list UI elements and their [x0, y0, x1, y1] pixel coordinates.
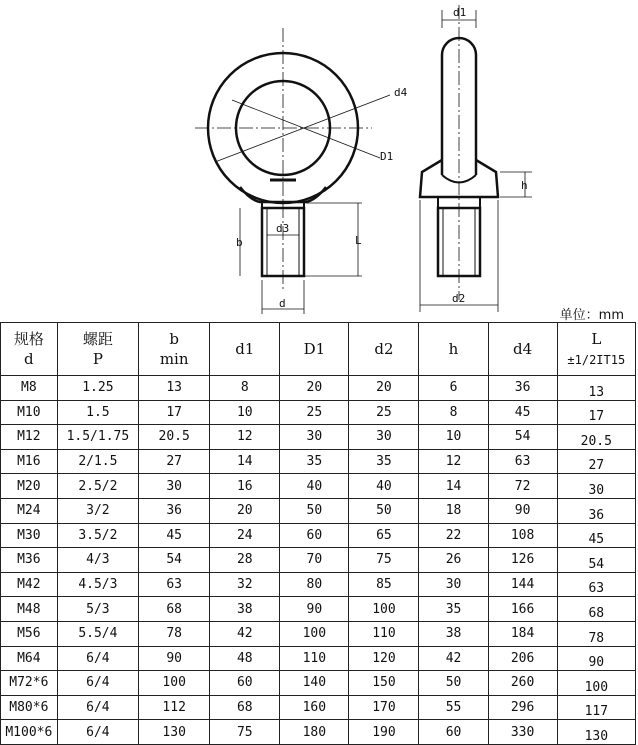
- header-b: b min: [139, 323, 210, 376]
- header-d4: d4: [488, 323, 557, 376]
- table-cell: 130: [139, 720, 210, 745]
- table-row: [1, 400, 636, 425]
- table-cell: 50: [349, 498, 419, 523]
- table-cell: 2/1.5: [57, 449, 138, 474]
- table-cell: M100*6: [1, 720, 58, 745]
- table-cell: 63: [488, 449, 557, 474]
- table-cell: 1.5: [57, 400, 138, 425]
- table-cell: 20.5: [139, 425, 210, 450]
- table-cell: 16: [210, 474, 280, 499]
- table-cell: 54: [557, 548, 635, 573]
- table-cell: 20: [210, 498, 280, 523]
- table-cell: 68: [210, 695, 280, 720]
- table-cell: 75: [349, 548, 419, 573]
- table-cell: M16: [1, 449, 58, 474]
- table-row: [1, 548, 636, 573]
- table-cell: 144: [488, 572, 557, 597]
- table-cell: 100: [139, 671, 210, 696]
- table-row: [1, 523, 636, 548]
- table-cell: 166: [488, 597, 557, 622]
- table-cell: M8: [1, 376, 58, 401]
- table-cell: 117: [557, 695, 635, 720]
- table-cell: 100: [349, 597, 419, 622]
- table-cell: 3/2: [57, 498, 138, 523]
- table-cell: M30: [1, 523, 58, 548]
- table-row: [1, 597, 636, 622]
- table-cell: M12: [1, 425, 58, 450]
- table-cell: 32: [210, 572, 280, 597]
- table-cell: M10: [1, 400, 58, 425]
- header-D1: D1: [280, 323, 349, 376]
- table-cell: 13: [557, 376, 635, 401]
- dimension-labels: [236, 6, 528, 310]
- table-cell: 40: [349, 474, 419, 499]
- table-cell: 36: [557, 498, 635, 523]
- table-cell: 90: [139, 646, 210, 671]
- table-cell: M42: [1, 572, 58, 597]
- table-cell: 48: [210, 646, 280, 671]
- table-cell: 30: [419, 572, 488, 597]
- table-cell: 54: [139, 548, 210, 573]
- table-cell: 1.5/1.75: [57, 425, 138, 450]
- table-cell: 110: [349, 621, 419, 646]
- header-L: L ±1/2IT15: [557, 323, 635, 376]
- table-cell: 22: [419, 523, 488, 548]
- table-row: [1, 720, 636, 745]
- table-cell: 38: [419, 621, 488, 646]
- table-cell: 60: [419, 720, 488, 745]
- table-cell: 14: [419, 474, 488, 499]
- label-D1: D1: [380, 150, 394, 163]
- table-row: [1, 474, 636, 499]
- table-cell: 110: [280, 646, 349, 671]
- eye-bolt-drawing: [0, 0, 638, 320]
- table-cell: 55: [419, 695, 488, 720]
- table-cell: 8: [419, 400, 488, 425]
- table-cell: 68: [557, 597, 635, 622]
- table-cell: 10: [419, 425, 488, 450]
- table-cell: 30: [557, 474, 635, 499]
- table-cell: 6/4: [57, 646, 138, 671]
- table-cell: M20: [1, 474, 58, 499]
- table-cell: 6: [419, 376, 488, 401]
- unit-label: 单位：mm: [559, 308, 624, 323]
- label-d1-top: d1: [453, 6, 467, 19]
- table-cell: 68: [139, 597, 210, 622]
- label-h: h: [521, 179, 528, 192]
- table-cell: 78: [139, 621, 210, 646]
- table-cell: 25: [280, 400, 349, 425]
- table-cell: 26: [419, 548, 488, 573]
- label-L: L: [355, 234, 362, 247]
- spec-table: [0, 322, 636, 745]
- table-cell: 78: [557, 621, 635, 646]
- table-row: [1, 572, 636, 597]
- header-pitch: 螺距 P: [57, 323, 138, 376]
- table-cell: 330: [488, 720, 557, 745]
- table-cell: 90: [557, 646, 635, 671]
- table-cell: M24: [1, 498, 58, 523]
- table-cell: 75: [210, 720, 280, 745]
- table-cell: 54: [488, 425, 557, 450]
- table-cell: 160: [280, 695, 349, 720]
- label-d4: d4: [394, 86, 408, 99]
- label-d: d: [279, 297, 286, 310]
- table-row: [1, 449, 636, 474]
- table-cell: M56: [1, 621, 58, 646]
- table-cell: 112: [139, 695, 210, 720]
- table-body: [1, 376, 636, 745]
- table-cell: 296: [488, 695, 557, 720]
- table-cell: 30: [280, 425, 349, 450]
- table-cell: 12: [210, 425, 280, 450]
- table-cell: 100: [557, 671, 635, 696]
- table-cell: 85: [349, 572, 419, 597]
- label-d3: d3: [276, 222, 290, 235]
- header-d1: d1: [210, 323, 280, 376]
- table-cell: 35: [280, 449, 349, 474]
- table-cell: 108: [488, 523, 557, 548]
- table-cell: 70: [280, 548, 349, 573]
- table-row: [1, 498, 636, 523]
- table-cell: 60: [210, 671, 280, 696]
- table-cell: 27: [139, 449, 210, 474]
- table-cell: 63: [139, 572, 210, 597]
- table-row: [1, 671, 636, 696]
- table-cell: 36: [139, 498, 210, 523]
- table-row: [1, 425, 636, 450]
- table-row: [1, 621, 636, 646]
- table-cell: 13: [139, 376, 210, 401]
- table-cell: 12: [419, 449, 488, 474]
- header-spec: 规格 d: [1, 323, 58, 376]
- table-cell: 170: [349, 695, 419, 720]
- table-row: [1, 695, 636, 720]
- table-cell: 20: [280, 376, 349, 401]
- header-h: h: [419, 323, 488, 376]
- table-cell: M72*6: [1, 671, 58, 696]
- label-d2: d2: [452, 292, 466, 305]
- table-cell: 120: [349, 646, 419, 671]
- table-row: [1, 646, 636, 671]
- label-b: b: [236, 236, 243, 249]
- table-cell: 184: [488, 621, 557, 646]
- table-cell: 25: [349, 400, 419, 425]
- table-cell: 8: [210, 376, 280, 401]
- table-cell: 65: [349, 523, 419, 548]
- table-cell: M64: [1, 646, 58, 671]
- table-cell: 4.5/3: [57, 572, 138, 597]
- table-cell: 27: [557, 449, 635, 474]
- table-cell: 45: [557, 523, 635, 548]
- table-cell: 30: [139, 474, 210, 499]
- table-cell: 20: [349, 376, 419, 401]
- table-cell: 38: [210, 597, 280, 622]
- table-cell: 1.25: [57, 376, 138, 401]
- table-cell: 72: [488, 474, 557, 499]
- table-cell: 180: [280, 720, 349, 745]
- table-cell: 17: [557, 400, 635, 425]
- table-cell: 6/4: [57, 695, 138, 720]
- table-cell: 42: [210, 621, 280, 646]
- table-cell: 6/4: [57, 720, 138, 745]
- table-cell: 40: [280, 474, 349, 499]
- table-cell: 5.5/4: [57, 621, 138, 646]
- side-view: [420, 5, 532, 312]
- table-cell: 100: [280, 621, 349, 646]
- table-cell: 45: [139, 523, 210, 548]
- table-cell: 42: [419, 646, 488, 671]
- header-row: [1, 323, 636, 376]
- table-cell: 24: [210, 523, 280, 548]
- table-cell: 45: [488, 400, 557, 425]
- table-cell: 206: [488, 646, 557, 671]
- table-cell: 130: [557, 720, 635, 745]
- table-cell: 50: [419, 671, 488, 696]
- header-d2: d2: [349, 323, 419, 376]
- table-cell: 36: [488, 376, 557, 401]
- table-cell: 3.5/2: [57, 523, 138, 548]
- table-cell: 4/3: [57, 548, 138, 573]
- table-cell: 28: [210, 548, 280, 573]
- table-row: [1, 376, 636, 401]
- table-cell: 20.5: [557, 425, 635, 450]
- table-cell: 190: [349, 720, 419, 745]
- table-cell: 80: [280, 572, 349, 597]
- table-cell: 6/4: [57, 671, 138, 696]
- table-cell: 30: [349, 425, 419, 450]
- table-cell: 126: [488, 548, 557, 573]
- table-cell: 10: [210, 400, 280, 425]
- table-cell: M80*6: [1, 695, 58, 720]
- table-cell: 5/3: [57, 597, 138, 622]
- table-cell: 60: [280, 523, 349, 548]
- table-cell: 90: [488, 498, 557, 523]
- table-cell: 63: [557, 572, 635, 597]
- table-cell: 260: [488, 671, 557, 696]
- table-cell: 14: [210, 449, 280, 474]
- table-cell: 90: [280, 597, 349, 622]
- table-cell: 18: [419, 498, 488, 523]
- table-cell: M48: [1, 597, 58, 622]
- table-cell: 2.5/2: [57, 474, 138, 499]
- front-view: [195, 28, 390, 314]
- table-cell: 140: [280, 671, 349, 696]
- table-cell: 150: [349, 671, 419, 696]
- table-cell: 50: [280, 498, 349, 523]
- table-cell: M36: [1, 548, 58, 573]
- table-cell: 17: [139, 400, 210, 425]
- table-cell: 35: [349, 449, 419, 474]
- table-cell: 35: [419, 597, 488, 622]
